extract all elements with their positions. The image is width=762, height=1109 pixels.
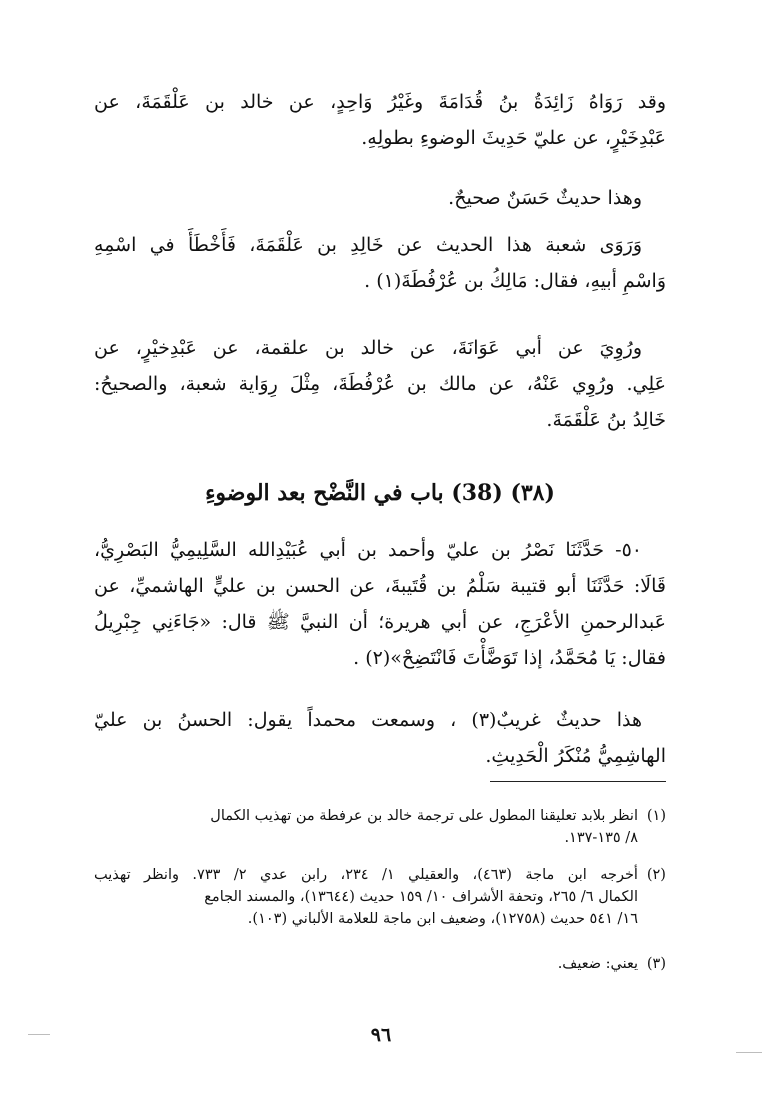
footnote-line: ١٦/ ٥٤١ حديث (١٢٧٥٨)، وضعيف ابن ماجة للعلامة الألباني (١٠٣). [247,911,638,927]
footnote-line [94,956,666,972]
text-line: عَلِي. ورُوِي عَنْهُ، عن مالك بن عُرْفُطَةَ، مِثْلَ رِوَاية شعبة، والصحيحُ: [94,373,666,395]
footnote-line: ٨/ ١٣٥-١٣٧. [564,830,638,846]
text-line: ٥٠- حَدَّثَنَا نَصْرُ بن عليّ وأحمد بن أبي عُبَيْدِالله السَّلِيمِيُّ البَصْرِيُّ، [94,539,642,561]
paragraph-abu-awana [94,338,666,430]
footnote-line: الكمال ٦/ ٢٦٥، وتحفة الأشراف ١٠/ ١٥٩ حديث (١٣٦٤٤)، والمسند الجامع [204,889,638,905]
footnote-2 [94,867,666,927]
page-number: ٩٦ [370,1024,392,1046]
footnote-text: أخرجه ابن ماجة (٤٦٣)، والعقيلي ١/ ٢٣٤، رابن عدي ٢/ ٧٣٣. وانظر تهذيب [94,867,638,883]
paragraph-shuba-error [94,235,666,291]
footnote-3 [94,956,666,972]
footnote-number: (١) [646,808,666,824]
footnote-separator [490,781,666,782]
chapter-heading: (٣٨) (38) باب في النَّضْح بعد الوضوءِ [205,480,555,506]
text-line: هذا حديثٌ غريبٌ(٣) ، وسمعت محمداً يقول: الحسنُ بن عليّ [94,709,642,731]
text-line: قَالَا: حَدَّثَنَا أبو قتيبة سَلْمُ بن قُتَيبةَ، عن الحسن بن عليٍّ الهاشميِّ، عن [94,575,666,597]
footnote-number: (٢) [646,867,666,883]
text-line: عَبْدِخَيْرٍ، عن عليّ حَدِيثَ الوضوءِ بطولِهِ. [361,127,666,149]
footnote-number: (٣) [646,956,666,972]
text-line: الهاشِمِيُّ مُنْكَرُ الْحَدِيثِ. [485,745,666,767]
text-line: وهذا حديثٌ حَسَنٌ صحيحٌ. [448,187,642,209]
text-line: وَاسْمِ أبيهِ، فقال: مَالِكُ بن عُرْفُطَةَ(١) . [364,270,666,292]
paragraph-hadith-50 [94,540,666,668]
text-line: خَالِدُ بنُ عَلْقَمَةَ. [546,409,666,431]
text-line: ورُوِيَ عن أبي عَوَانَةَ، عن خالد بن علقمة، عن عَبْدِخيْرٍ، عن [94,337,642,359]
text-line: فقال: يَا مُحَمَّدُ، إذا تَوَضَّأْتَ فَانْتَضِحْ»(٢) . [353,647,666,669]
paragraph-hasan-sahih [94,188,666,208]
scan-edge-mark [736,1052,762,1053]
scan-edge-mark [28,1034,50,1035]
footnote-line [94,867,666,883]
text-line: عَبدالرحمنِ الأعْرَجِ، عن أبي هريرة؛ أن النبيَّ ﷺ قال: «جَاءَنِي جِبْرِيلُ [94,611,666,633]
footnote-1 [94,808,666,846]
footnote-text: انظر بلابد تعليقنا المطول على ترجمة خالد بن عرفطة من تهذيب الكمال [210,808,638,824]
text-line: وقد رَوَاهُ زَائِدَةُ بنُ قُدَامَةَ وغَيْرُ وَاحِدٍ، عن خالد بن عَلْقَمَةَ، عن [94,91,666,113]
footnote-text: يعني: ضعيف. [557,956,638,972]
footnote-line [94,808,666,824]
paragraph-hadith-verdict [94,710,666,766]
text-line: وَرَوَى شعبة هذا الحديث عن خَالِدِ بن عَلْقَمَةَ، فَأَخْطَأَ في اسْمِهِ [94,234,642,256]
paragraph-zaida-narration [94,92,666,148]
